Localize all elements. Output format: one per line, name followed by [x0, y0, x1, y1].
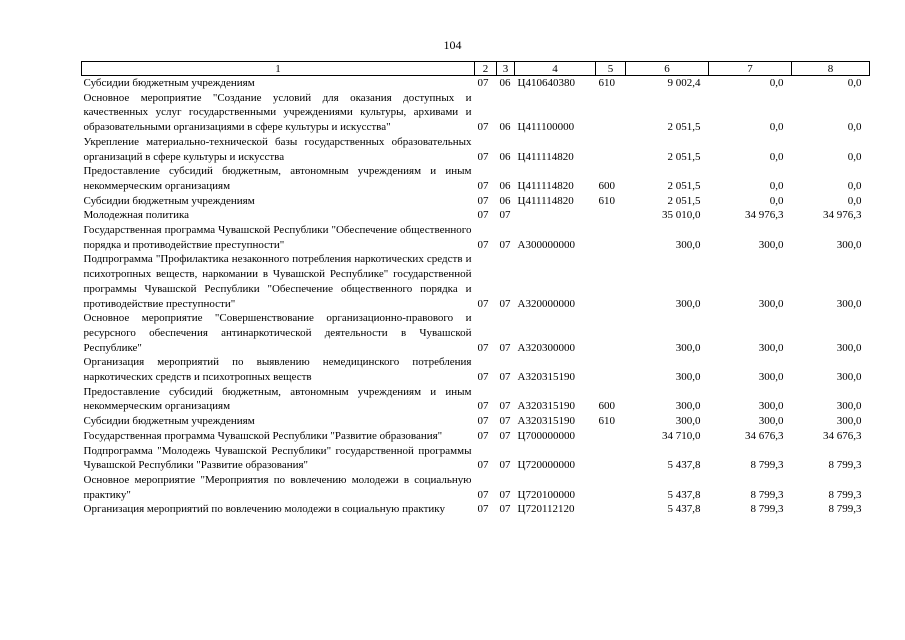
row-value-col6: 300,0: [675, 341, 701, 354]
row-target-article: Ц720100000: [517, 488, 575, 501]
row-name: Организация мероприятий по выявлению немедицинского потребления наркотических средств и психотропных веществ: [83, 356, 472, 384]
row-value-col7: 0,0: [769, 179, 784, 192]
row-section: 07: [477, 77, 489, 89]
row-expense-type: [596, 311, 626, 355]
row-value-col8: 0,0: [847, 179, 862, 192]
row-subsection: 07: [499, 297, 511, 310]
row-name: Предоставление субсидий бюджетным, автономным учреждениям и иным некоммерческим организациям: [83, 165, 472, 192]
row-value-col7: 0,0: [769, 77, 784, 89]
row-value-col7: 0,0: [769, 150, 784, 163]
row-section: 07: [477, 194, 489, 207]
row-expense-type: [596, 502, 626, 517]
row-value-col6: 5 437,8: [667, 459, 701, 472]
row-name: Основное мероприятие "Совершенствование организационно-правового и ресурсного обеспечения антинаркотической деятельности в Чувашской Республике": [83, 312, 472, 354]
row-value-col7: 300,0: [758, 297, 784, 310]
row-expense-type: 600: [598, 400, 615, 413]
table-row: [82, 194, 870, 209]
row-subsection: 06: [499, 150, 511, 163]
table-row: [82, 223, 870, 252]
row-section: 07: [477, 488, 489, 501]
row-value-col6: 300,0: [675, 238, 701, 251]
header-col-5: 5: [596, 62, 626, 76]
row-name: Субсидии бюджетным учреждениям: [83, 77, 255, 89]
row-value-col8: 0,0: [847, 194, 862, 207]
table-row: [82, 164, 870, 193]
header-col-4: 4: [515, 62, 596, 76]
row-value-col8: 8 799,3: [828, 503, 862, 516]
row-target-article: А320315190: [517, 400, 575, 413]
row-name: Государственная программа Чувашской Республики "Обеспечение общественного порядка и противодействие преступности": [83, 224, 472, 251]
header-row: [82, 62, 870, 76]
row-subsection: 07: [499, 400, 511, 413]
row-target-article: Ц411114820: [517, 179, 574, 192]
row-value-col8: 300,0: [836, 400, 862, 413]
row-name: Подпрограмма "Молодежь Чувашской Республики" государственной программы Чувашской Республики "Развитие образования": [83, 444, 472, 472]
row-value-col7: 8 799,3: [750, 459, 784, 472]
row-subsection: 06: [499, 77, 511, 89]
row-section: 07: [477, 209, 489, 222]
row-value-col6: 300,0: [675, 371, 701, 384]
row-value-col7: 0,0: [769, 194, 784, 207]
row-value-col8: 300,0: [836, 297, 862, 310]
row-section: 07: [477, 179, 489, 192]
row-target-article: Ц720112120: [517, 503, 575, 516]
row-value-col6: 300,0: [675, 297, 701, 310]
header-col-3: 3: [497, 62, 515, 76]
row-target-article: Ц700000000: [517, 429, 575, 442]
row-subsection: 07: [499, 238, 511, 251]
row-expense-type: [596, 135, 626, 164]
row-section: 07: [477, 371, 489, 384]
row-value-col7: 8 799,3: [750, 488, 784, 501]
row-section: 07: [477, 400, 489, 413]
row-section: 07: [477, 150, 489, 163]
row-value-col6: 2 051,5: [667, 121, 701, 134]
row-value-col6: 35 010,0: [662, 209, 701, 222]
row-target-article: Ц720000000: [517, 459, 575, 472]
row-target-article: А320315190: [517, 371, 575, 384]
row-subsection: 07: [499, 209, 511, 222]
row-section: 07: [477, 503, 489, 516]
row-section: 07: [477, 297, 489, 310]
row-target-article: Ц410640380: [517, 77, 575, 89]
row-value-col6: 300,0: [675, 400, 701, 413]
row-value-col6: 2 051,5: [667, 150, 701, 163]
row-subsection: 07: [499, 341, 511, 354]
row-value-col7: 300,0: [758, 371, 784, 384]
table-row: [82, 502, 870, 517]
row-value-col8: 300,0: [836, 371, 862, 384]
table-row: [82, 252, 870, 311]
table-row: [82, 385, 870, 414]
row-subsection: 06: [499, 179, 511, 192]
row-section: 07: [477, 429, 489, 442]
row-value-col7: 300,0: [758, 238, 784, 251]
row-target-article: А300000000: [517, 238, 575, 251]
header-col-2: 2: [475, 62, 497, 76]
row-value-col7: 34 676,3: [745, 429, 784, 442]
table-row: [82, 135, 870, 164]
row-name: Основное мероприятие "Создание условий для оказания доступных и качественных услуг государственными учреждениями культуры, архивами и образовательными организациями в сфере культуры и искусства": [83, 91, 472, 134]
row-name: Организация мероприятий по вовлечению молодежи в социальную практику: [83, 503, 445, 516]
table-row: [82, 208, 870, 223]
row-value-col8: 300,0: [836, 415, 862, 428]
row-target-article: А320315190: [517, 415, 575, 428]
row-value-col8: 8 799,3: [828, 459, 862, 472]
row-name: Основное мероприятие "Мероприятия по вовлечению молодежи в социальную практику": [83, 473, 472, 501]
row-expense-type: 610: [598, 194, 615, 207]
row-value-col7: 300,0: [758, 415, 784, 428]
table-row: [82, 91, 870, 135]
table-row: [82, 76, 870, 91]
table-row: [82, 355, 870, 384]
budget-table: [81, 61, 870, 517]
row-value-col8: 0,0: [847, 77, 862, 89]
row-name: Подпрограмма "Профилактика незаконного потребления наркотических средств и психотропных веществ, наркомании в Чувашской Республике" государственной программы Чувашской Республики "Обеспечение общественного порядка и противодействие преступности": [83, 253, 472, 310]
row-value-col8: 0,0: [847, 150, 862, 163]
row-expense-type: [596, 429, 626, 444]
row-section: 07: [477, 459, 489, 472]
row-subsection: 07: [499, 415, 511, 428]
row-section: 07: [477, 121, 489, 134]
row-subsection: 07: [499, 429, 511, 442]
row-value-col7: 8 799,3: [750, 503, 784, 516]
row-target-article: А320000000: [517, 297, 575, 310]
table-row: [82, 473, 870, 502]
row-name: Субсидии бюджетным учреждениям: [83, 194, 255, 207]
row-name: Предоставление субсидий бюджетным, автономным учреждениям и иным некоммерческим организациям: [83, 385, 472, 413]
row-value-col8: 300,0: [836, 238, 862, 251]
row-section: 07: [477, 341, 489, 354]
row-expense-type: [596, 355, 626, 384]
row-subsection: 07: [499, 503, 511, 516]
row-value-col7: 0,0: [769, 121, 784, 134]
row-value-col6: 9 002,4: [667, 77, 701, 89]
table-body: [82, 76, 870, 518]
row-expense-type: [596, 91, 626, 135]
row-expense-type: [596, 473, 626, 502]
table-row: [82, 414, 870, 429]
row-value-col8: 0,0: [847, 121, 862, 134]
row-value-col8: 34 976,3: [823, 209, 862, 222]
row-target-article: Ц411114820: [517, 150, 574, 163]
row-name: Молодежная политика: [83, 209, 190, 222]
row-expense-type: [596, 223, 626, 252]
table-row: [82, 311, 870, 355]
row-target-article: А320300000: [517, 341, 575, 354]
row-subsection: 07: [499, 459, 511, 472]
row-expense-type: [596, 252, 626, 311]
row-expense-type: 600: [598, 179, 615, 192]
row-subsection: 06: [499, 121, 511, 134]
row-subsection: 07: [499, 488, 511, 501]
row-value-col6: 2 051,5: [667, 194, 701, 207]
header-col-1: 1: [82, 62, 475, 76]
header-col-8: 8: [792, 62, 870, 76]
row-subsection: 07: [499, 371, 511, 384]
row-expense-type: 610: [598, 415, 615, 428]
row-value-col6: 5 437,8: [667, 488, 701, 501]
row-expense-type: 610: [598, 77, 615, 89]
row-value-col7: 300,0: [758, 341, 784, 354]
row-name: Укрепление материально-технической базы государственных образовательных организаций в сфере культуры и искусства: [83, 135, 472, 163]
row-name: Субсидии бюджетным учреждениям: [83, 415, 255, 428]
row-target-article: Ц411100000: [517, 121, 575, 134]
row-value-col6: 2 051,5: [667, 179, 701, 192]
row-value-col7: 34 976,3: [745, 209, 784, 222]
row-value-col6: 300,0: [675, 415, 701, 428]
row-value-col8: 300,0: [836, 341, 862, 354]
row-name: Государственная программа Чувашской Республики "Развитие образования": [83, 429, 443, 442]
header-col-7: 7: [709, 62, 792, 76]
page-number: 104: [443, 38, 462, 52]
row-value-col8: 8 799,3: [828, 488, 862, 501]
row-value-col7: 300,0: [758, 400, 784, 413]
row-expense-type: [596, 208, 626, 223]
row-subsection: 06: [499, 194, 511, 207]
row-target-article: [515, 208, 596, 223]
table-header: [82, 62, 870, 76]
row-value-col6: 5 437,8: [667, 503, 701, 516]
header-col-6: 6: [626, 62, 709, 76]
table-row: [82, 429, 870, 444]
row-value-col6: 34 710,0: [662, 429, 701, 442]
row-section: 07: [477, 238, 489, 251]
row-value-col8: 34 676,3: [823, 429, 862, 442]
row-expense-type: [596, 444, 626, 473]
row-target-article: Ц411114820: [517, 194, 574, 207]
row-section: 07: [477, 415, 489, 428]
table-row: [82, 444, 870, 473]
